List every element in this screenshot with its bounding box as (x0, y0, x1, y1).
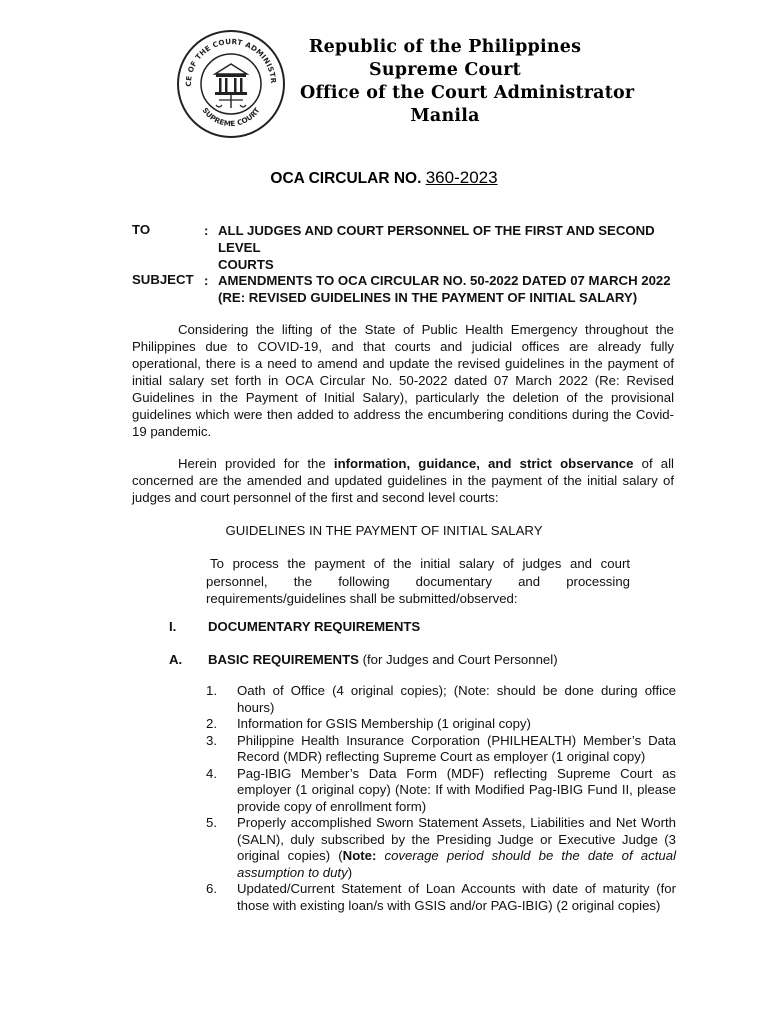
section-1-title: DOCUMENTARY REQUIREMENTS (208, 619, 421, 634)
list-item-text: Pag-IBIG Member’s Data Form (MDF) reflecting Supreme Court as employer (1 original copy) (Note: If with Modified Pag-IBIG Fund II, please provide copy of enrollment form) (237, 765, 676, 814)
para2-text-c: of all concerned are the amended and updated guidelines in the payment of the initial salary of judges and court personnel of the first and second level courts: (132, 456, 674, 505)
list-item-text: Updated/Current Statement of Loan Accounts with date of maturity (for those with existing loan/s with GSIS and/or PAG-IBIG) (2 original copies) (237, 881, 676, 913)
svg-text:OFFICE OF THE COURT ADMINISTRA (175, 28, 278, 87)
to-recipients (218, 222, 688, 273)
letterhead-manila: Manila (410, 106, 480, 126)
svg-text:SUPREME COURT (200, 106, 261, 128)
list-item (206, 683, 676, 716)
subject-text (218, 272, 688, 306)
section-a-subtitle: (for Judges and Court Personnel) (358, 652, 558, 667)
para2-emphasis: information, guidance, and strict observance (333, 456, 634, 471)
circular-prefix: OCA CIRCULAR NO. (270, 170, 422, 187)
section-1-number: I. (169, 619, 177, 634)
saln-close-paren: ) (347, 864, 353, 880)
requirements-list (206, 683, 676, 914)
list-item-number: 6. (206, 881, 217, 896)
paragraph-process (206, 555, 630, 608)
list-item (206, 716, 676, 733)
paragraph-provision (132, 455, 674, 506)
saln-note-text: coverage period should be the date of actual assumption to duty (237, 848, 676, 880)
list-item-number: 5. (206, 815, 217, 830)
para3-text: To process the payment of the initial salary of judges and court personnel, the following documentary and processing requirements/guidelines shall be submitted/observed: (206, 556, 630, 606)
section-a-number: A. (169, 652, 183, 667)
letterhead-oca: Office of the Court Administrator (300, 83, 635, 103)
list-item-text (237, 815, 676, 881)
list-item-text: Oath of Office (4 original copies); (Note: should be done during office hours) (237, 683, 676, 715)
court-seal-icon (175, 28, 287, 140)
saln-note-label: Note: (342, 848, 377, 863)
para2-text-a: Herein provided for the (178, 456, 334, 471)
list-item-text: Information for GSIS Membership (1 original copy) (237, 716, 531, 731)
letterhead-republic: Republic of the Philippines (308, 37, 582, 57)
to-label: TO (132, 222, 151, 237)
list-item-number: 2. (206, 716, 217, 731)
list-item (206, 881, 676, 914)
list-item-number: 1. (206, 683, 217, 698)
letterhead-supreme-court: Supreme Court (369, 60, 521, 80)
guidelines-heading: GUIDELINES IN THE PAYMENT OF INITIAL SALARY (225, 523, 543, 538)
subject-line-2: (RE: REVISED GUIDELINES IN THE PAYMENT OF INITIAL SALARY) (218, 290, 638, 305)
list-item-number: 3. (206, 732, 217, 748)
subject-line-1: AMENDMENTS TO OCA CIRCULAR NO. 50-2022 DATED 07 MARCH 2022 (218, 273, 671, 288)
list-item (206, 733, 676, 766)
section-a-title (208, 651, 558, 668)
saln-text: Properly accomplished Sworn Statement Assets, Liabilities and Net Worth (SALN), duly subscribed by the Presiding Judge or Executive Judge (3 original copies) ( (237, 815, 676, 863)
list-item-number: 4. (206, 765, 217, 781)
to-line-2: COURTS (218, 257, 274, 272)
to-colon: : (204, 223, 209, 238)
seal-text-bottom: SUPREME COURT (200, 105, 262, 129)
subject-label: SUBJECT (132, 272, 194, 287)
circular-number: 360-2023 (425, 168, 498, 187)
circular-title (0, 168, 768, 188)
section-a-title-bold: BASIC REQUIREMENTS (208, 652, 359, 667)
subject-colon: : (204, 273, 209, 288)
letterhead (300, 36, 635, 128)
seal-text-top: CE OF THE COURT ADMINISTR (183, 36, 279, 87)
paragraph-intro: Considering the lifting of the State of Public Health Emergency throughout the Philippines due to COVID-19, and that courts and judicial offices are already fully operational, there is a need to amend and update the revised guidelines in the payment of initial salary set forth in OCA Circular No. 50-2022 dated 07 March 2022 (Re: Revised Guidelines in the Payment of Initial Salary), particularly the deletion of the provisional guidelines which were then added to address the encumbering conditions during the Covid-19 pandemic. (132, 322, 674, 439)
list-item (206, 815, 676, 881)
list-item (206, 766, 676, 816)
list-item-text: Philippine Health Insurance Corporation (PHILHEALTH) Member’s Data Record (MDR) reflecting Supreme Court as employer (1 original copy) (237, 732, 676, 764)
to-line-1: ALL JUDGES AND COURT PERSONNEL OF THE FIRST AND SECOND LEVEL (218, 223, 655, 255)
